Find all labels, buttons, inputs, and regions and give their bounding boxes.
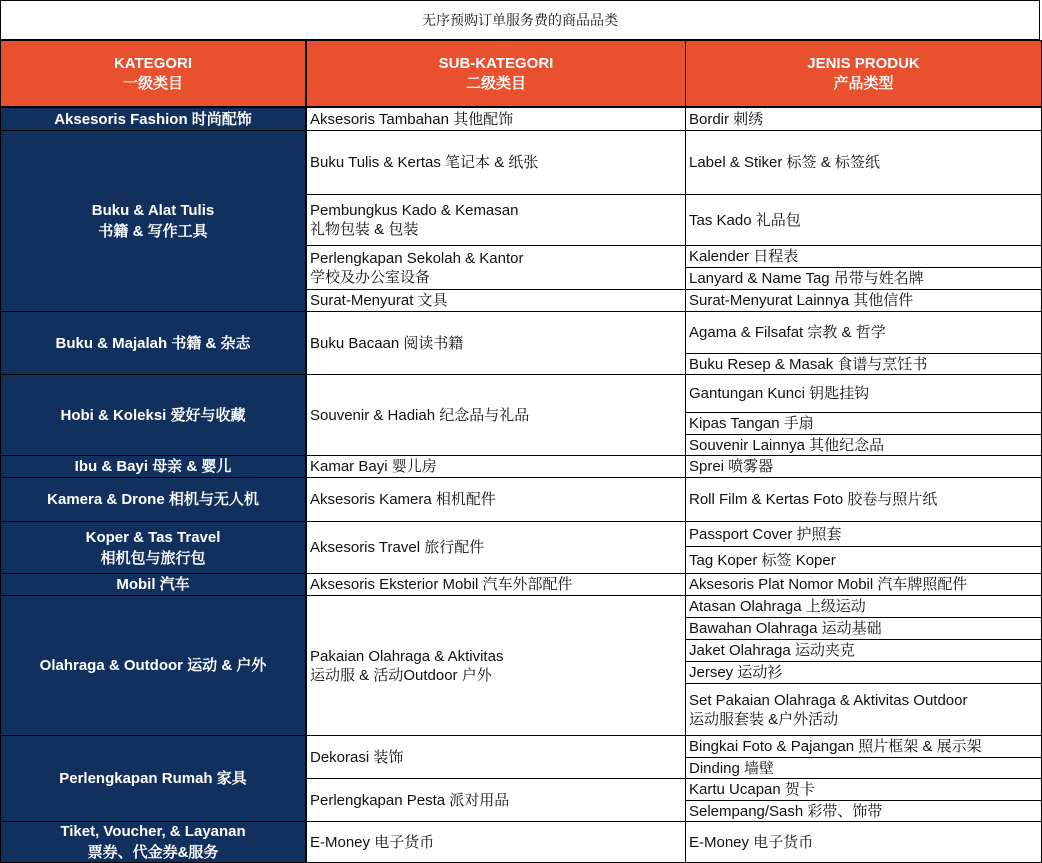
- category-label: Perlengkapan Rumah 家具: [59, 770, 247, 787]
- subcategory-cell: [306, 374, 686, 456]
- product-cell: [685, 412, 1042, 435]
- subcategory-cell: [306, 573, 686, 596]
- subcategory-label: Buku Bacaan 阅读书籍: [310, 334, 464, 352]
- category-label: Tiket, Voucher, & Layanan: [60, 823, 246, 840]
- product-cell: [685, 311, 1042, 354]
- subcategory-label: Pakaian Olahraga & Aktivitas: [310, 647, 504, 665]
- header-sub-kategori: [306, 40, 686, 107]
- subcategory-cell: [306, 311, 686, 375]
- subcategory-label: Pembungkus Kado & Kemasan: [310, 202, 519, 219]
- header-jenis-produk: [685, 40, 1042, 107]
- subcategory-label: Aksesoris Travel 旅行配件: [310, 539, 485, 556]
- product-label: Gantungan Kunci 钥匙挂钩: [689, 385, 870, 402]
- category-cell: [0, 735, 306, 822]
- product-cell: [685, 107, 1042, 131]
- product-cell: [685, 735, 1042, 758]
- category-label-zh: 书籍 & 写作工具: [98, 223, 208, 240]
- product-label: Roll Film & Kertas Foto 胶卷与照片纸: [689, 491, 938, 508]
- product-cell: [685, 130, 1042, 195]
- category-label: Mobil 汽车: [116, 576, 190, 593]
- category-label: Hobi & Koleksi 爱好与收藏: [60, 406, 246, 424]
- product-label: Tag Koper 标签 Koper: [689, 551, 836, 569]
- product-label: Label & Stiker 标签 & 标签纸: [689, 154, 880, 171]
- product-label: Atasan Olahraga 上级运动: [689, 598, 866, 615]
- subcategory-label: Buku Tulis & Kertas 笔记本 & 纸张: [310, 154, 539, 171]
- product-cell: [685, 573, 1042, 596]
- subcategory-cell: [306, 595, 686, 736]
- product-cell: [685, 757, 1042, 779]
- category-cell: [0, 821, 306, 863]
- product-cell: [685, 477, 1042, 522]
- subcategory-label: Surat-Menyurat 文具: [310, 292, 448, 309]
- header-label-zh: 一级类目: [122, 74, 183, 92]
- subcategory-label: E-Money 电子货币: [310, 833, 435, 851]
- table-title: 无序预购订单服务费的商品品类: [0, 0, 1040, 40]
- category-cell: [0, 374, 306, 456]
- product-cell: [685, 194, 1042, 246]
- category-label: Buku & Majalah 书籍 & 杂志: [55, 334, 251, 352]
- subcategory-cell: [306, 194, 686, 246]
- subcategory-cell: [306, 130, 686, 195]
- product-cell: [685, 521, 1042, 547]
- product-cell: [685, 353, 1042, 375]
- product-label: Passport Cover 护照套: [689, 525, 842, 543]
- product-label: Kipas Tangan 手扇: [689, 415, 814, 432]
- product-label: Bordir 刺绣: [689, 110, 764, 128]
- product-label: Kalender 日程表: [689, 248, 799, 265]
- product-cell: [685, 434, 1042, 456]
- product-cell: [685, 617, 1042, 640]
- category-label-zh: 票券、代金券&服务: [87, 844, 219, 861]
- product-label: Bawahan Olahraga 运动基础: [689, 620, 882, 637]
- product-label: Kartu Ucapan 贺卡: [689, 781, 815, 798]
- product-label: Souvenir Lainnya 其他纪念品: [689, 436, 885, 454]
- subcategory-label-zh: 礼物包装 & 包装: [310, 221, 419, 238]
- product-label-zh: 运动服套装 &户外活动: [689, 710, 839, 728]
- header-kategori: [0, 40, 306, 107]
- subcategory-cell: [306, 735, 686, 779]
- subcategory-label: Aksesoris Eksterior Mobil 汽车外部配件: [310, 576, 573, 593]
- subcategory-cell: [306, 778, 686, 822]
- header-label-zh: 二级类目: [465, 74, 526, 92]
- category-label: Buku & Alat Tulis: [91, 202, 215, 219]
- product-cell: [685, 800, 1042, 822]
- product-cell: [685, 661, 1042, 684]
- category-cell: [0, 573, 306, 596]
- category-cell: [0, 107, 306, 131]
- product-cell: [685, 821, 1042, 863]
- header-label-en: SUB-KATEGORI: [438, 54, 554, 72]
- subcategory-label-zh: 学校及办公室设备: [310, 268, 431, 286]
- category-label: Koper & Tas Travel: [85, 528, 221, 546]
- subcategory-label-zh: 运动服 & 活动Outdoor 户外: [310, 666, 492, 684]
- product-cell: [685, 289, 1042, 312]
- category-cell: [0, 130, 306, 312]
- product-label: E-Money 电子货币: [689, 833, 814, 851]
- subcategory-label: Souvenir & Hadiah 纪念品与礼品: [310, 406, 530, 424]
- product-label: Jersey 运动衫: [689, 664, 783, 681]
- product-cell: [685, 683, 1042, 736]
- header-label-en: JENIS PRODUK: [807, 54, 920, 72]
- subcategory-label: Perlengkapan Sekolah & Kantor: [310, 249, 524, 267]
- product-label: Tas Kado 礼品包: [689, 211, 801, 229]
- subcategory-cell: [306, 821, 686, 863]
- header-label-en: KATEGORI: [113, 54, 193, 72]
- subcategory-cell: [306, 521, 686, 574]
- category-cell: [0, 595, 306, 736]
- subcategory-cell: [306, 477, 686, 522]
- product-label: Set Pakaian Olahraga & Aktivitas Outdoor: [689, 691, 968, 709]
- category-label: Ibu & Bayi 母亲 & 婴儿: [74, 458, 232, 475]
- product-label: Buku Resep & Masak 食谱与烹饪书: [689, 355, 928, 373]
- category-label: Aksesoris Fashion 时尚配饰: [54, 110, 252, 128]
- product-label: Aksesoris Plat Nomor Mobil 汽车牌照配件: [689, 576, 968, 593]
- product-label: Bingkai Foto & Pajangan 照片框架 & 展示架: [689, 738, 982, 755]
- subcategory-label: Perlengkapan Pesta 派对用品: [310, 791, 510, 809]
- subcategory-label: Aksesoris Tambahan 其他配饰: [310, 110, 514, 128]
- product-cell: [685, 455, 1042, 478]
- product-label: Dinding 墙壁: [689, 759, 775, 777]
- product-cell: [685, 639, 1042, 662]
- category-cell: [0, 521, 306, 574]
- product-cell: [685, 595, 1042, 618]
- product-label: Lanyard & Name Tag 吊带与姓名牌: [689, 270, 924, 287]
- category-cell: [0, 455, 306, 478]
- product-cell: [685, 778, 1042, 801]
- subcategory-cell: [306, 107, 686, 131]
- category-label: Kamera & Drone 相机与无人机: [47, 491, 259, 508]
- product-cell: [685, 245, 1042, 268]
- product-cell: [685, 546, 1042, 574]
- category-label: Olahraga & Outdoor 运动 & 户外: [39, 657, 267, 674]
- category-label-zh: 相机包与旅行包: [100, 549, 206, 567]
- product-label: Selempang/Sash 彩带、饰带: [689, 802, 883, 820]
- header-label-zh: 产品类型: [833, 74, 894, 92]
- subcategory-label: Aksesoris Kamera 相机配件: [310, 491, 496, 508]
- subcategory-cell: [306, 289, 686, 312]
- product-label: Jaket Olahraga 运动夹克: [689, 642, 855, 659]
- subcategory-label: Kamar Bayi 婴儿房: [310, 458, 437, 475]
- subcategory-cell: [306, 245, 686, 290]
- subcategory-cell: [306, 455, 686, 478]
- product-cell: [685, 374, 1042, 413]
- subcategory-label: Dekorasi 装饰: [310, 748, 404, 766]
- product-label: Agama & Filsafat 宗教 & 哲学: [689, 324, 886, 341]
- product-label: Surat-Menyurat Lainnya 其他信件: [689, 292, 914, 309]
- product-label: Sprei 喷雾器: [689, 458, 774, 475]
- product-cell: [685, 267, 1042, 290]
- category-cell: [0, 311, 306, 375]
- category-cell: [0, 477, 306, 522]
